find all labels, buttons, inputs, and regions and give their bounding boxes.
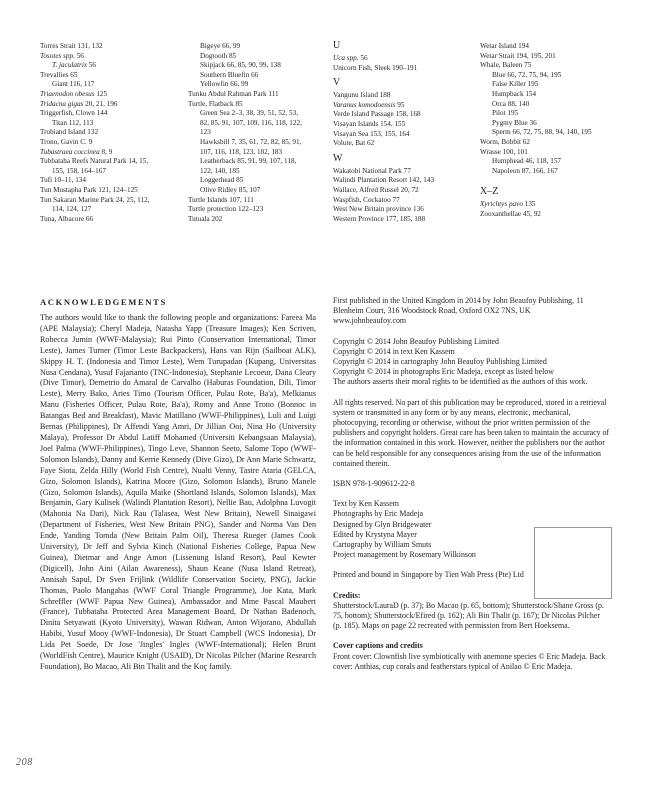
index-entry: Trobiand Island 132 [40, 128, 99, 137]
index-entry: Napoleon 87, 166, 167 [492, 166, 558, 175]
index-entry: False Killer 195 [492, 80, 539, 89]
index-entry: Southern Bluefin 66 [200, 70, 259, 79]
index-entry: Zooxanthellae 45, 92 [480, 209, 541, 218]
publishing-info [333, 296, 610, 672]
index-entry: 114, 124, 127 [52, 205, 92, 214]
index-entry: Wetar Strait 194, 195, 201 [480, 51, 556, 60]
index-entry: Turtle Islands 107, 111 [188, 195, 254, 204]
index-column-1 [40, 42, 190, 224]
index-entry: 122, 140, 185 [200, 166, 240, 175]
index-entry: Titan 112, 113 [52, 118, 94, 127]
acknowledgements-heading: ACKNOWLEDGEMENTS [40, 297, 167, 307]
index-entry: Dogtooth 85 [200, 51, 237, 60]
isbn: ISBN 978-1-909612-22-8 [333, 479, 415, 489]
index-entry: Torres Strait 131, 132 [40, 42, 103, 50]
index-entry: Western Province 177, 185, 188 [333, 214, 426, 223]
index-entry: Olive Ridley 85, 107 [200, 185, 261, 194]
index-entry: Xyrichtys pavo 135 [480, 200, 536, 209]
index-letter-heading: X–Z [480, 186, 499, 198]
first-published: First published in the United Kingdom in 2014 by John Beaufoy Publishing, 11 Blenheim Court, 316 Woodstock Road, Oxford OX2 7NS, UK [333, 296, 584, 316]
index-entry: Vangunu Island 188 [333, 91, 391, 100]
index-entry: Yellowfin 66, 99 [200, 80, 249, 89]
index-entry: Tun Mustapha Park 121, 124–125 [40, 185, 138, 194]
index-entry: Orca 88, 140 [492, 99, 530, 108]
index-entry: 107, 116, 118, 123, 182, 183 [200, 147, 283, 156]
index-entry: Wallace, Alfred Russel 20, 72 [333, 185, 419, 194]
copyright-line: Copyright © 2014 in text Ken Kassem [333, 346, 455, 356]
edited-by: Edited by Krystyna Mayer [333, 529, 417, 539]
copyright-line: Copyright © 2014 in photographs Eric Madeja, except as listed below [333, 367, 554, 377]
index-entry: Loggerhead 85 [200, 176, 244, 185]
index-entry: Humphead 46, 118, 157 [492, 157, 562, 166]
index-entry: Verde Island Passage 158, 168 [333, 110, 421, 119]
index-entry: Trevallies 65 [40, 70, 78, 79]
copyright-line: Copyright © 2014 in cartography John Beaufoy Publishing Limited [333, 357, 547, 367]
barcode-placeholder-box [534, 527, 612, 599]
index-entry: Varanus komodoensis 95 [333, 100, 405, 109]
index-entry: Tunku Abdul Rahman Park 111 [188, 89, 279, 98]
index-entry: 155, 158, 164–167 [52, 166, 106, 175]
index-entry: Wetar Island 194 [480, 42, 529, 50]
index-column-2 [188, 42, 333, 224]
credits-heading: Credits: [333, 590, 361, 600]
index-entry: Tuna, Albacore 66 [40, 214, 94, 223]
designed-by: Designed by Glyn Bridgewater [333, 519, 432, 529]
publisher-website: www.johnbeaufoy.com [333, 316, 407, 326]
index-entry: Blue 66, 72, 75, 94, 195 [492, 70, 562, 79]
index-entry: Volute, Bat 62 [333, 139, 375, 148]
index-entry: 123 [200, 128, 211, 137]
index-entry: Waspfish, Cockatoo 77 [333, 195, 400, 204]
index-entry: Unicorn Fish, Sleek 190–191 [333, 63, 418, 72]
index-entry: Tufi 10–11, 134 [40, 176, 86, 185]
index-entry: West New Britain province 136 [333, 205, 424, 214]
copyright-line: Copyright © 2014 John Beaufoy Publishing Limited [333, 336, 499, 346]
rights-reserved: All rights reserved. No part of this publication may be reproduced, stored in a retrieval system or transmitted in any form or by any means, electronic, mechanical, photocopying, recording or otherwise, without the prior written permission of the publishers and copyright holders. Great care has been taken to maintain the accuracy of the information contained in this work. However, neither the publishers nor the author can be held responsible for any consequences arising from the use of the information contained therein. [333, 397, 610, 468]
index-entry: Hawksbill 7, 35, 61, 72, 82, 85, 91, [200, 137, 302, 146]
photos-by: Photographs by Eric Madeja [333, 509, 424, 519]
index-entry: Trono, Gavin C. 9 [40, 137, 93, 146]
index-entry: Tun Sakaran Marine Park 24, 25, 112, [40, 195, 150, 204]
index-entry: Tubastraea coccinea 8, 9 [40, 147, 113, 156]
cartography-by: Cartography by William Smuts [333, 540, 432, 550]
acknowledgements-text: The authors would like to thank the following people and organizations: Fareea Ma (APE Malaysia); Cheryl Madeja, Natasha Yapp (Treasure Images); Ken Scriven, Robecca Jumin (WWF-Malaysia); Rui Pinto (Conservation International, Timor Leste), James Turner (Timor Leste Backpackers), Hans van Rijn (Sailboat ALK), Skippy H. T. (Indonesia and Timor Leste), Wem Turupadan (Kupang, Universitas Nusa Cendana), Yusuf Fajarianto (TNC-Indonesia), Stephanie Lecoeur, Dana Cleary (Dive Timor), Demetrio do Amaral de Carvalho (Haburas Foundation, Dili, Timor Leste), Merry Bako, Aries Timo (Tourism Officer, Pulau Rote, Ba'a), Melkianus Manu (Fisheries Officer, Pulau Rote, Ba'a), Romy and Anne Trono (Bonnoc in Batangas Bed and Breakfast), Mavic Matillano (WWF-Philippines), Luli and Luigi Bernas (Philippines), Dr Affendi Yang Amri, Dr Jillian Ooi, Nina Ho (University Malaya), Professor Dr Abdul Latiff Mohamed (Universiti Kebangsaan Malaysia), Joel Palma (WWF-Philippines), Tingo Leve, Shannon Seeto, Salome Topo (WWF-Solomon Islands), Danny and Kerrie Kennedy (Dive Gizo), Dr Ann Marie Schwartz, Faye Siota, Zelda Hilly (World Fish Centre), Nualti Venny, Tastre Ataria (GELCA, Gizo, Solomon Islands), Katrina Moore (Gizo, Solomon Islands), Bruno Manele (Gizo, Solomon Islands), Aquila Maike (Shortland Islands, Solomon Islands), Max Benjamin, Gary Kulisek (Walindi Plantation Resort), Nellie Bau, Adolphna Luvogit (Mahonia Na Dari), Nick Rau (Talasea, West New Britain), Newell Sinaigawi (Department of Fisheries, West New Britain PNG), Sander and Norma Van Den Ende, Yanding Tomda (New Britain Palm Oil), Theresa Rueger (James Cook University), Dr Jeff and Sylvia Kinch (National Fisheries College, Papua New Guinea), Dietmar and Ange Amon (Lissenung Island Resort), Paul Kewter (Digicell), John Aini (Ailan Awareness), Shaun Keane (Nusa Island Retreat), Annisah Sapul, Dr Sven Frijlink (Wildlife Conservation Society, PNG), Jackie Thomas, Paolo Mangahas (WWF Coral Triangle Programme), Joe Kata, Mark Schreffler (WWF Papua New Guinea), Ambassador and Mme Pascal Maubert (France), Tubbataha Protected Area Management Board, Dr Nathan Badenoch, Dinita Setyawati (Kyoto University), Wawan Ridwan, Anton Wijorano, Abdullah Habibi, Yusuf Mooy (WWF-Indonesia), Dr Stuart Campbell (WCS Indonesia), Dr Lida Pet Soede, Dr Jose 'Jingles' Ingles (WWF-International); Helen Brunt (WorldFish Centre), Maurice Knight (USAID), Dr Nicolas Pilcher (Marine Research Foundation), Bo Macao, Ali Bin Thalit and the Koç family. [40, 313, 316, 671]
cover-captions-heading: Cover captions and credits [333, 641, 423, 651]
cover-captions-text: Front cover: Clownfish live symbiotically with anemone species © Eric Madeja. Back cover: Anthias, cup corals and featherstars typical of Anilao © Eric Madeja. [333, 651, 606, 671]
index-letter-heading: W [333, 152, 343, 164]
index-column-4 [480, 42, 630, 220]
index-entry: Tutuala 202 [188, 214, 223, 223]
index-entry: Uca spp. 56 [333, 54, 368, 62]
index-letter-heading: U [333, 40, 341, 51]
index-entry: Tubbataha Reefs Natural Park 14, 15, [40, 157, 149, 166]
index-entry: Humpback 154 [492, 89, 537, 98]
project-management: Project management by Rosemary Wilkinson [333, 550, 476, 560]
index-entry: T. jaculatrix 56 [52, 61, 96, 70]
index-entry: Triaenodon obesus 125 [40, 89, 108, 98]
index-entry: Tosotes spp. 56 [40, 51, 84, 60]
index-entry: Visayan Sea 153, 155, 164 [333, 129, 410, 138]
index-letter-heading: V [333, 77, 341, 89]
index-entry: 82, 85, 91, 107, 109, 116, 118, 122, [200, 118, 302, 127]
index-entry: Turtle, Flatback 85 [188, 99, 243, 108]
index-entry: Giant 116, 117 [52, 80, 95, 89]
index-entry: Worm, Bobbit 62 [480, 137, 530, 146]
index-entry: Skipjack 66, 85, 90, 99, 138 [200, 61, 281, 70]
index-entry: Pilot 195 [492, 109, 519, 118]
index-entry: Turtle protection 122–123 [188, 205, 264, 214]
index-column-3 [333, 40, 478, 224]
index-entry: Tridacna gigas 20, 21, 196 [40, 99, 118, 108]
text-by: Text by Ken Kassem [333, 499, 399, 509]
page-number: 208 [16, 757, 33, 768]
index-entry: Wrasse 100, 101 [480, 147, 528, 156]
index-entry: Triggerfish, Clown 144 [40, 109, 108, 118]
index-entry: Green Sea 2–3, 38, 39, 51, 52, 53, [200, 109, 299, 118]
index-entry: Wakatobi National Park 77 [333, 166, 411, 175]
index-entry: Bigeye 66, 99 [200, 42, 241, 50]
credits-text: Shutterstock/LauraD (p. 37); Bo Macao (p. 65, bottom); Shutterstock/Shane Gross (p. 75, bottom); Shutterstock/Efired (p. 162); Ali Bin Thalit (p. 167); Dr Nicolas Pilcher (p. 185). Maps on page 22 recreated with permission from Bert Hoeksema. [333, 600, 604, 631]
index-entry: Visayan Islands 154, 155 [333, 119, 406, 128]
index-entry: Whale, Baleen 75 [480, 61, 532, 70]
index-entry: Walindi Plantation Resort 142, 143 [333, 176, 435, 185]
index-entry: Leatherback 85, 91, 99, 107, 118, [200, 157, 297, 166]
moral-rights: The authors asserts their moral rights to be identified as the authors of this work. [333, 377, 588, 387]
printed-by: Printed and bound in Singapore by Tien Wah Press (Pte) Ltd [333, 570, 524, 580]
index-entry: Sperm 66, 72, 75, 88, 94, 140, 195 [492, 128, 592, 137]
index-entry: Pygmy Blue 36 [492, 118, 537, 127]
